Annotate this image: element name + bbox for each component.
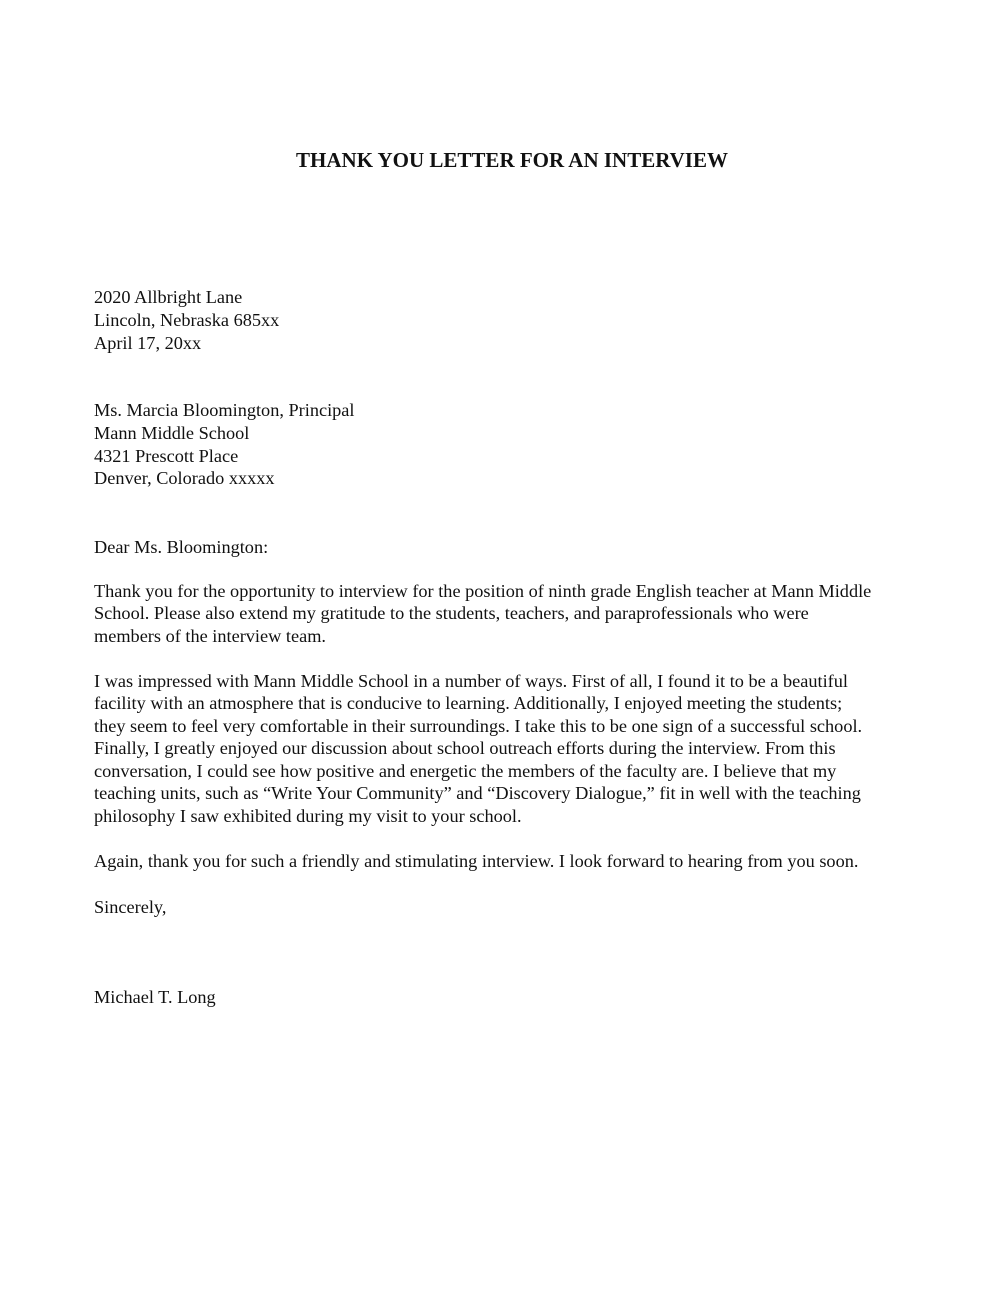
recipient-street: 4321 Prescott Place	[94, 446, 239, 466]
paragraph-line: teaching units, such as “Write Your Community” and “Discovery Dialogue,” fit in well with the teaching	[94, 783, 861, 803]
letter-date: April 17, 20xx	[94, 333, 202, 353]
salutation: Dear Ms. Bloomington:	[94, 537, 269, 557]
paragraph-line: conversation, I could see how positive and energetic the members of the faculty are. I believe that my	[94, 761, 837, 781]
paragraph-line: Thank you for the opportunity to interview for the position of ninth grade English teacher at Mann Middle	[94, 581, 872, 601]
recipient-school: Mann Middle School	[94, 423, 250, 443]
sender-street: 2020 Allbright Lane	[94, 287, 243, 307]
recipient-name: Ms. Marcia Bloomington, Principal	[94, 400, 355, 420]
closing: Sincerely,	[94, 897, 167, 917]
paragraph-line: philosophy I saw exhibited during my visit to your school.	[94, 806, 522, 826]
paragraph-line: School. Please also extend my gratitude to the students, teachers, and paraprofessionals who were	[94, 603, 809, 623]
paragraph-line: I was impressed with Mann Middle School in a number of ways. First of all, I found it to be a beautiful	[94, 671, 848, 691]
paragraph-line: Finally, I greatly enjoyed our discussion about school outreach efforts during the interview. From this	[94, 738, 836, 758]
sender-city: Lincoln, Nebraska 685xx	[94, 310, 280, 330]
letter-title: THANK YOU LETTER FOR AN INTERVIEW	[296, 148, 728, 172]
paragraph-line: facility with an atmosphere that is conducive to learning. Additionally, I enjoyed meeting the students;	[94, 693, 843, 713]
paragraph-line: members of the interview team.	[94, 626, 326, 646]
signature-name: Michael T. Long	[94, 987, 216, 1007]
paragraph-line: they seem to feel very comfortable in their surroundings. I take this to be one sign of a successful school.	[94, 716, 863, 736]
paragraph-3: Again, thank you for such a friendly and stimulating interview. I look forward to hearing from you soon.	[94, 851, 859, 871]
recipient-city: Denver, Colorado xxxxx	[94, 468, 275, 488]
